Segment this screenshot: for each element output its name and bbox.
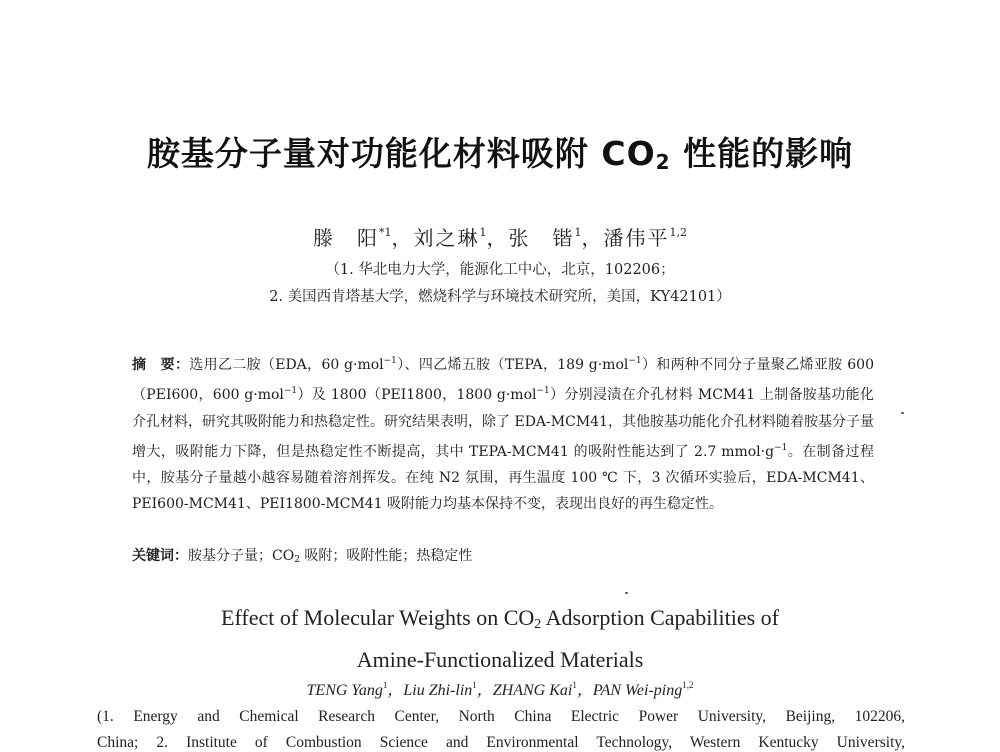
- chinese-title-text: 胺基分子量对功能化材料吸附 CO: [146, 134, 656, 173]
- english-title-line-2: Amine-Functionalized Materials: [356, 647, 644, 672]
- chinese-title-subscript: 2: [655, 150, 671, 174]
- author-cn: 潘伟平$^{1,2}$: [603, 226, 687, 250]
- english-title: [0, 600, 1000, 677]
- english-affiliation-2: China; 2. Institute of Combustion Science and Environmental Technology, Western Kentucky University,: [97, 734, 905, 751]
- scan-speck: [901, 412, 904, 414]
- author-separator: ，: [476, 682, 493, 699]
- author-separator: ，: [387, 682, 404, 699]
- author-separator: ，: [486, 226, 509, 250]
- author-en: PAN Wei-ping$^{1,2}$: [592, 680, 694, 699]
- chinese-affiliation-1: （1. 华北电力大学，能源化工中心，北京，102206；: [325, 262, 675, 278]
- english-affiliation-1: (1. Energy and Chemical Research Center, North China Electric Power University, Beijing, 102206,: [97, 708, 905, 725]
- author-separator: ，: [576, 682, 593, 699]
- author-en: Liu Zhi-lin$^1$: [403, 680, 477, 699]
- author-en: ZHANG Kai$^1$: [492, 680, 577, 699]
- author-separator: ，: [391, 226, 414, 250]
- keywords-label: 关键词：: [132, 548, 188, 564]
- english-authors: [0, 677, 1000, 700]
- author-separator: ，: [581, 226, 604, 250]
- chinese-affiliation-2: 2. 美国西肯塔基大学，燃烧科学与环境技术研究所，美国，KY42101）: [269, 289, 731, 305]
- chinese-keywords: 关键词：胺基分子量；$CO_2$ 吸附；吸附性能；热稳定性: [132, 548, 473, 565]
- scan-speck: [625, 592, 628, 594]
- author-cn: 张 锴$^1$: [508, 226, 582, 250]
- chinese-abstract: 摘 要：选用乙二胺（EDA，60 g·mol$^{-1}$）、四乙烯五胺（TEPA，189 g·mol$^{-1}$）和两种不同分子量聚乙烯亚胺 600（PEI600，600 g·mol$^{-1}$）及 1800（PEI1800，1800 g·mol$^{-1}$）分别浸渍在介孔材料 MCM41 上制备胺基功能化介孔材料，研究其吸附能力和热稳定性。研究结果表明，除了 EDA-MCM41，其他胺基功能化介孔材料随着胺基分子量增大，吸附能力下降，但是热稳定性不断提高，其中 TEPA-MCM41 的吸附性能达到了 2.7 $mmol\cdot g^{-1}$。在制备过程中，胺基分子量越小越容易随着溶剂挥发。在纯 N2 氛围，再生温度 100 ℃ 下，3 次循环实验后，EDA-MCM41、PEI600-MCM41、PEI1800-MCM41 吸附能力均基本保持不变，表现出良好的再生稳定性。: [132, 356, 875, 513]
- author-cn: 滕 阳$^{*1}$: [313, 226, 392, 250]
- english-title-line-1: Effect of Molecular Weights on $CO_2$ Adsorption Capabilities of: [221, 605, 779, 632]
- author-en: TENG Yang$^1$: [306, 680, 388, 699]
- abstract-label: 摘 要：: [132, 357, 190, 373]
- chinese-title: [0, 128, 1000, 175]
- chinese-authors: [0, 222, 1000, 251]
- author-cn: 刘之琳$^1$: [413, 226, 487, 250]
- chinese-title-text-end: 性能的影响: [670, 134, 854, 173]
